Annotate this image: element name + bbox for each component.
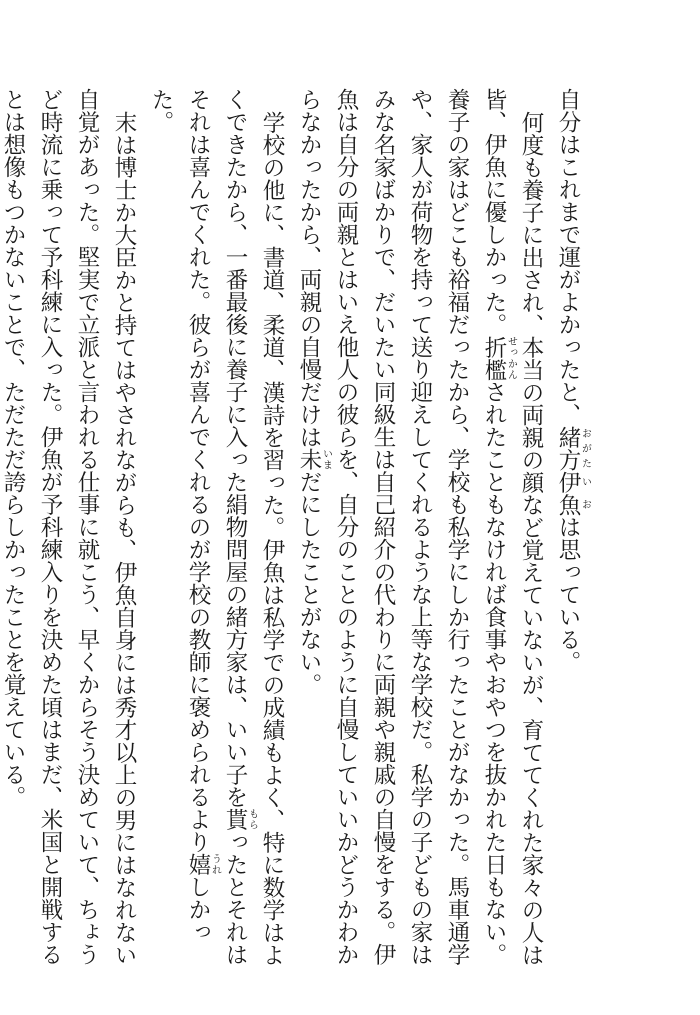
ruby-ima: 未いま: [296, 448, 332, 471]
body-text: [0, 88, 590, 968]
paragraph-1: 自分はこれまで運がよかったと、緒方おがた伊魚いおは思っている。: [555, 88, 591, 673]
ruby-sekkan: 折檻せっかん: [481, 335, 517, 381]
ruby-io: 伊魚いお: [555, 470, 591, 516]
paragraph-3: 学校の他に、書道、柔道、漢詩を習った。伊魚は私学での成績もよく、特に数学はよくできたから、一番最後に養子に入った絹物問屋の緒方家は、いい子を貰もらったとそれはそれは喜んでくれた。彼らが喜んでくれるのが学校の教師に褒められるより嬉うれしかった。: [148, 88, 285, 966]
ruby-mora: 貰もら: [222, 808, 258, 831]
ruby-ogata: 緒方おがた: [555, 425, 591, 471]
ruby-ure: 嬉うれ: [185, 853, 221, 876]
paragraph-4: 末は博士か大臣かと持てはやされながらも、伊魚自身には秀才以上の男にはなれない自覚があった。堅実で立派と言われる仕事に就こう、早くからそう決めていて、ちょうど時流に乗って予科練に入った。伊魚が予科練入りを決めた頃はまだ、米国と開戦するとは想像もつかないことで、ただただ誇らしかったことを覚えている。: [0, 88, 137, 966]
paragraph-2: 何度も養子に出され、本当の両親の顔など覚えていないが、育ててくれた家々の人は皆、伊魚に優しかった。折檻せっかんされたこともなければ食事やおやつを抜かれた日もない。養子の家はどこも裕福だったから、学校も私学にしか行ったことがなかった。馬車通学や、家人が荷物を持って送り迎えしてくれるような上等な学校だ。私学の子どもの家はみな名家ばかりで、だいたい同級生は自己紹介の代わりに両親や親戚の自慢をする。伊魚は自分の両親とはいえ他人の彼らを、自分のことのように自慢していいかどうかわからなかったから、両親の自慢だけは未いまだにしたことがない。: [296, 88, 544, 966]
